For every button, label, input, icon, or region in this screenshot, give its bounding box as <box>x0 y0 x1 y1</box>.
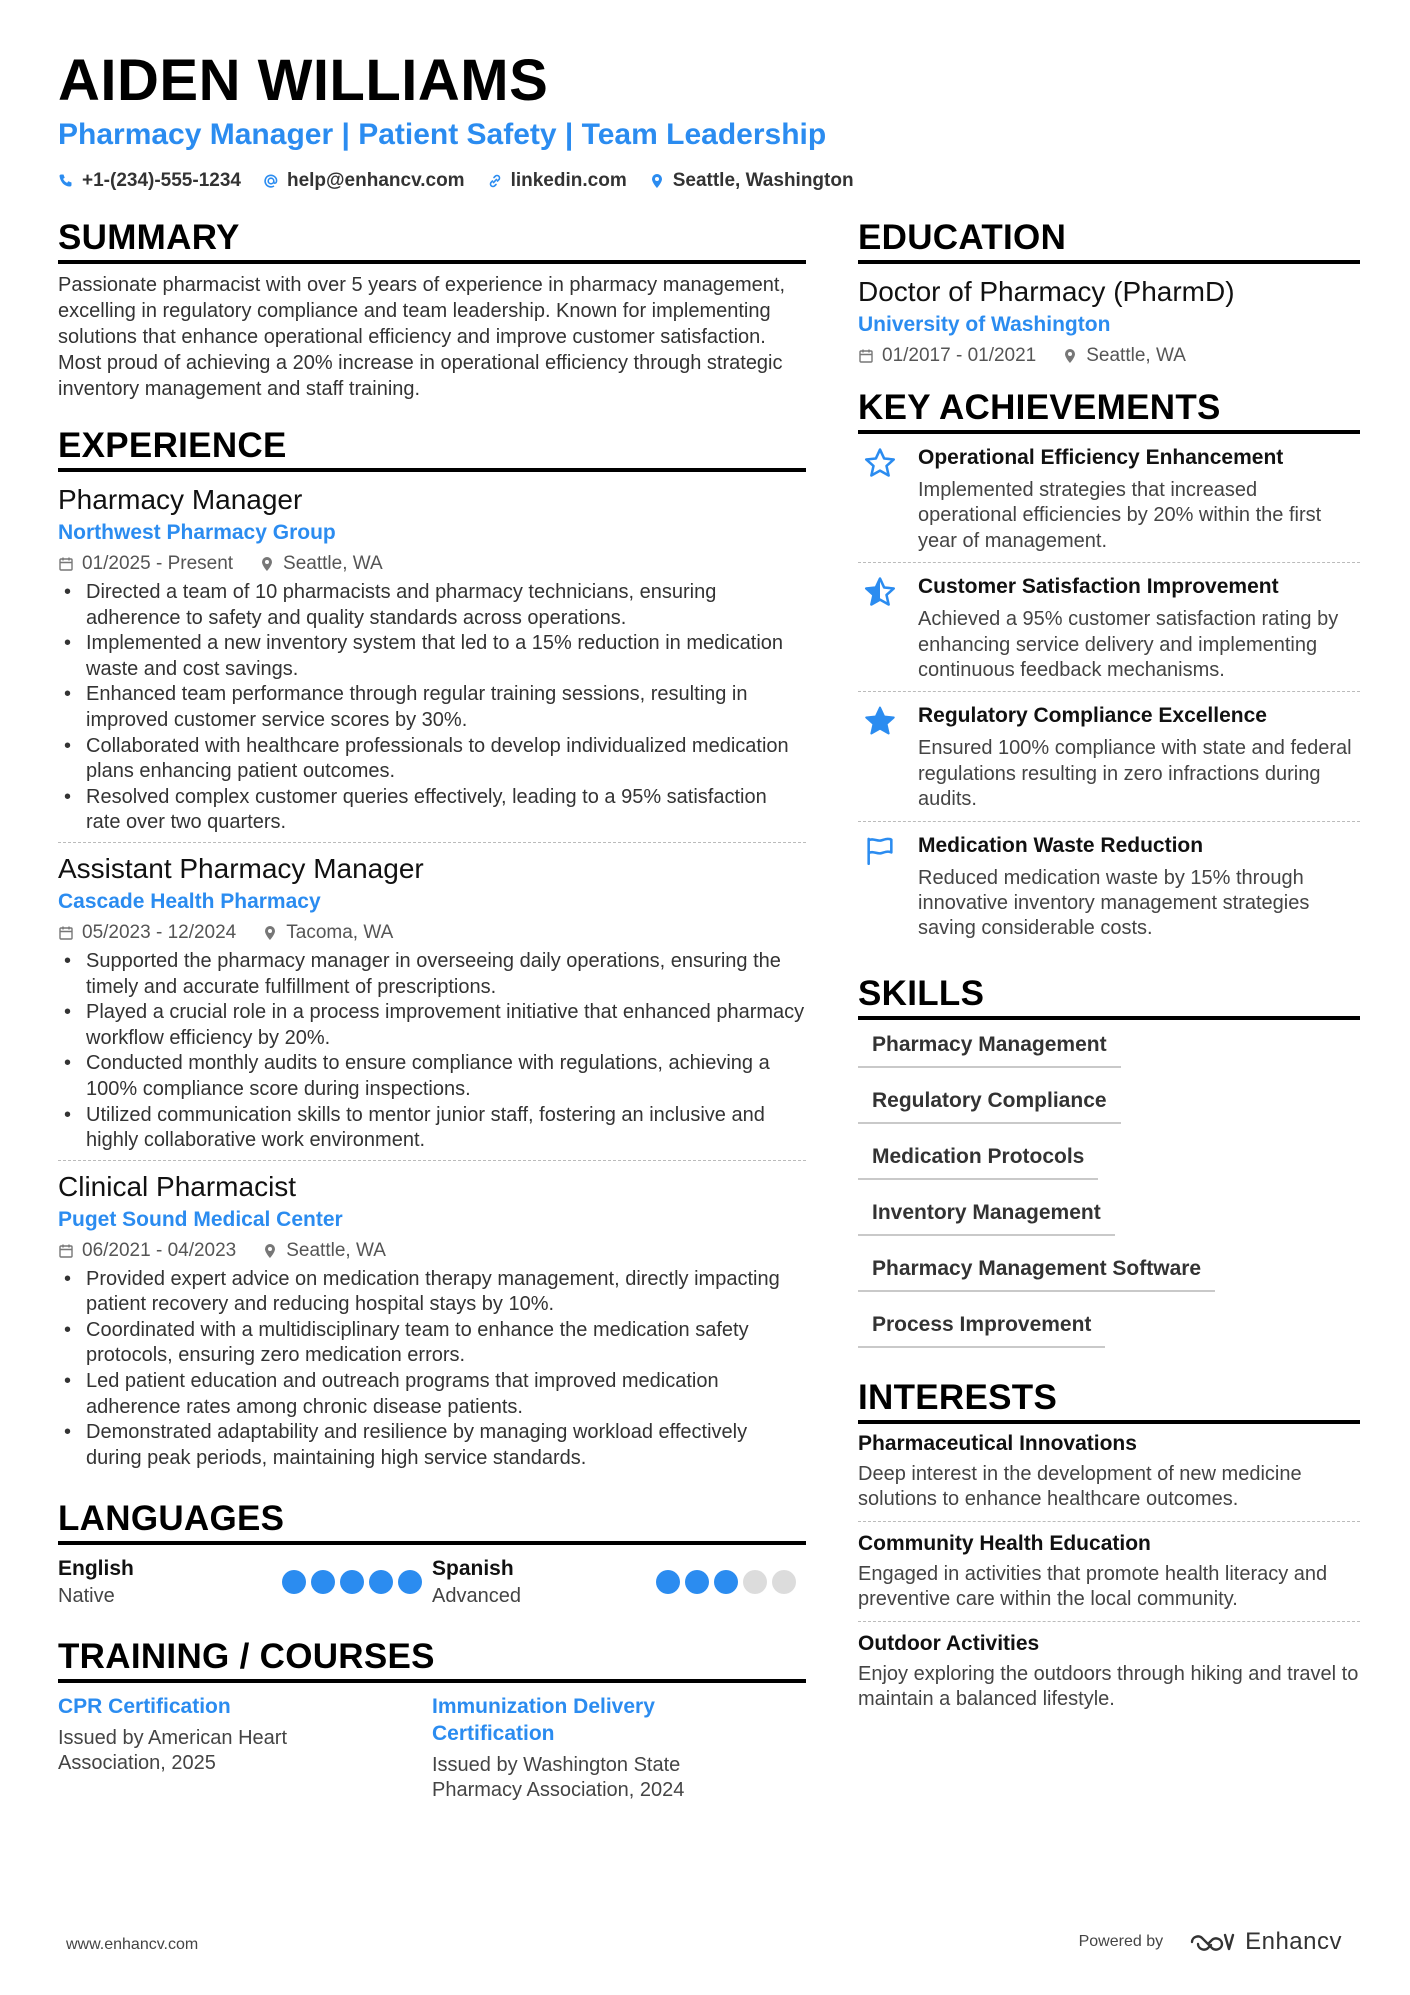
skill-tag: Pharmacy Management Software <box>858 1248 1215 1292</box>
summary-text: Passionate pharmacist with over 5 years of experience in pharmacy management, excelling in regulatory compliance and team leadership. Known for implementing solutions that enhance operational efficiency and improve customer satisfaction. Most proud of achieving a 20% increase in operational efficiency through strategic inventory management and staff training. <box>58 274 786 400</box>
divider <box>58 1160 806 1161</box>
interest-desc: Engaged in activities that promote health literacy and preventive care within the local community. <box>858 1562 1328 1611</box>
proficiency-dot <box>340 1570 364 1594</box>
interest-title: Community Health Education <box>858 1531 1151 1555</box>
experience-section <box>58 424 806 1471</box>
skill-tag: Regulatory Compliance <box>858 1080 1121 1124</box>
interest-desc: Enjoy exploring the outdoors through hiking and travel to maintain a balanced lifestyle. <box>858 1662 1359 1710</box>
right-column <box>858 216 1360 1728</box>
interests-section <box>858 1376 1360 1720</box>
achievement-item <box>858 563 1360 692</box>
footer-website[interactable]: www.enhancv.com <box>66 1936 199 1953</box>
role-location: Seattle, WA <box>283 553 383 574</box>
experience-item <box>58 482 806 836</box>
proficiency-dots <box>282 1570 422 1594</box>
course-title: Immunization Delivery Certification <box>432 1695 655 1746</box>
bullet-item: • Enhanced team performance through regular training sessions, resulting in improved customer service scores by 30%. <box>58 682 806 733</box>
location-pin-icon <box>262 925 278 941</box>
interest-item <box>858 1430 1360 1522</box>
training-title: TRAINING / COURSES <box>58 1635 806 1683</box>
bullet-item: • Collaborated with healthcare professionals to develop individualized medication plans enhancing patient outcomes. <box>58 734 806 785</box>
bullet-item: • Demonstrated adaptability and resilience by managing workload effectively during peak periods, maintaining high service standards. <box>58 1420 806 1471</box>
star-filled-icon <box>863 704 897 738</box>
skills-title: SKILLS <box>858 972 1360 1020</box>
proficiency-dot <box>282 1570 306 1594</box>
enhancv-logo-icon <box>1189 1930 1235 1954</box>
education-meta <box>858 342 1360 370</box>
proficiency-dot <box>685 1570 709 1594</box>
interest-item <box>858 1630 1360 1721</box>
proficiency-dot <box>772 1570 796 1594</box>
proficiency-dot <box>311 1570 335 1594</box>
achievement-title: Medication Waste Reduction <box>918 833 1204 857</box>
bullet-item: • Resolved complex customer queries effectively, leading to a 95% satisfaction rate over two quarters. <box>58 785 806 836</box>
course-item <box>432 1693 806 1803</box>
achievement-desc: Ensured 100% compliance with state and federal regulations resulting in zero infractions during audits. <box>918 737 1352 811</box>
bullet-item: • Utilized communication skills to mentor junior staff, fostering an inclusive and highly collaborative work environment. <box>58 1103 806 1154</box>
brand-logo[interactable] <box>1189 1928 1342 1956</box>
interests-title: INTERESTS <box>858 1376 1360 1424</box>
school-name: University of Washington <box>858 313 1111 336</box>
candidate-name: AIDEN WILLIAMS <box>58 48 549 113</box>
languages-list <box>58 1555 806 1609</box>
education-section <box>858 216 1360 370</box>
role-meta <box>58 550 806 578</box>
contact-linkedin[interactable] <box>487 168 627 194</box>
role-title: Clinical Pharmacist <box>58 1170 297 1202</box>
star-outline-icon <box>863 446 897 480</box>
link-icon <box>487 173 503 189</box>
language-name: Spanish <box>432 1557 514 1581</box>
location-pin-icon <box>1062 348 1078 364</box>
powered-by-text: Powered by <box>1078 1933 1164 1950</box>
brand-name: Enhancv <box>1245 1928 1342 1955</box>
role-title: Assistant Pharmacy Manager <box>58 852 424 884</box>
language-item <box>432 1555 806 1609</box>
role-dates: 06/2021 - 04/2023 <box>82 1239 237 1261</box>
role-dates: 01/2025 - Present <box>82 553 234 574</box>
language-level: Native <box>58 1585 115 1608</box>
interest-title: Outdoor Activities <box>858 1631 1040 1655</box>
company-name: Northwest Pharmacy Group <box>58 521 336 544</box>
location-pin-icon <box>649 173 665 189</box>
degree: Doctor of Pharmacy (PharmD) <box>858 276 1235 307</box>
calendar-icon <box>858 348 874 364</box>
achievement-item <box>858 822 1360 950</box>
course-desc: Issued by American Heart Association, 2025 <box>58 1727 287 1775</box>
calendar-icon <box>58 556 74 572</box>
achievements-section <box>858 386 1360 950</box>
bullet-item: • Conducted monthly audits to ensure compliance with regulations, achieving a 100% compliance score during inspections. <box>58 1051 806 1102</box>
achievement-desc: Implemented strategies that increased operational efficiencies by 20% within the first year of management. <box>918 479 1322 552</box>
course-title: CPR Certification <box>58 1695 231 1719</box>
education-title: EDUCATION <box>858 216 1360 264</box>
bullet-item: • Implemented a new inventory system that led to a 15% reduction in medication waste and cost savings. <box>58 631 806 682</box>
experience-item <box>58 1169 806 1472</box>
skills-section <box>858 972 1360 1348</box>
role-title: Pharmacy Manager <box>58 484 303 515</box>
achievement-item <box>858 692 1360 821</box>
company-name: Puget Sound Medical Center <box>58 1207 343 1231</box>
left-column <box>58 216 806 1803</box>
interest-title: Pharmaceutical Innovations <box>858 1431 1137 1455</box>
footer-branding <box>1079 1928 1342 1956</box>
proficiency-dot <box>656 1570 680 1594</box>
achievement-title: Regulatory Compliance Excellence <box>918 704 1267 728</box>
interest-item <box>858 1530 1360 1622</box>
achievement-title: Operational Efficiency Enhancement <box>918 446 1284 469</box>
proficiency-dot <box>743 1570 767 1594</box>
skill-tag: Inventory Management <box>858 1192 1115 1236</box>
role-meta <box>58 1237 806 1265</box>
experience-title: EXPERIENCE <box>58 424 806 472</box>
contact-email[interactable] <box>263 168 465 194</box>
languages-title: LANGUAGES <box>58 1497 806 1545</box>
role-bullets <box>58 949 806 1154</box>
company-name: Cascade Health Pharmacy <box>58 889 321 913</box>
languages-section <box>58 1497 806 1609</box>
star-half-icon <box>863 575 897 609</box>
contact-location <box>649 168 854 194</box>
skill-tag: Process Improvement <box>858 1304 1105 1348</box>
skill-tag: Medication Protocols <box>858 1136 1098 1180</box>
course-item <box>58 1693 432 1803</box>
summary-section <box>58 216 806 402</box>
location-text: Seattle, Washington <box>672 170 854 191</box>
calendar-icon <box>58 1243 74 1259</box>
bullet-item: • Provided expert advice on medication therapy management, directly impacting patient recovery and reducing hospital stays by 10%. <box>58 1267 806 1318</box>
language-level: Advanced <box>432 1585 521 1608</box>
phone-text: +1-(234)-555-1234 <box>82 170 241 191</box>
role-dates: 05/2023 - 12/2024 <box>82 921 237 943</box>
bullet-item: • Supported the pharmacy manager in overseeing daily operations, ensuring the timely and accurate fulfillment of prescriptions. <box>58 949 806 1000</box>
bullet-item: • Led patient education and outreach programs that improved medication adherence rates among chronic disease patients. <box>58 1369 806 1420</box>
email-text: help@enhancv.com <box>286 170 465 191</box>
role-meta <box>58 919 806 947</box>
achievement-title: Customer Satisfaction Improvement <box>918 575 1279 599</box>
at-icon <box>263 173 279 189</box>
calendar-icon <box>58 925 74 941</box>
course-desc: Issued by Washington State Pharmacy Association, 2024 <box>432 1754 685 1802</box>
divider <box>58 842 806 843</box>
education-location: Seattle, WA <box>1086 345 1186 366</box>
proficiency-dots <box>656 1570 796 1594</box>
interest-desc: Deep interest in the development of new medicine solutions to enhance healthcare outcomes. <box>858 1462 1302 1511</box>
role-location: Tacoma, WA <box>286 921 394 943</box>
training-section <box>58 1635 806 1803</box>
achievements-title: KEY ACHIEVEMENTS <box>858 386 1360 434</box>
phone-icon <box>58 173 74 189</box>
experience-item <box>58 851 806 1154</box>
language-name: English <box>58 1557 134 1581</box>
flag-icon <box>863 834 897 868</box>
bullet-item: • Played a crucial role in a process improvement initiative that enhanced pharmacy workflow efficiency by 20%. <box>58 1000 806 1051</box>
location-pin-icon <box>262 1243 278 1259</box>
achievement-desc: Reduced medication waste by 15% through innovative inventory management strategies saving considerable costs. <box>918 866 1310 940</box>
achievement-desc: Achieved a 95% customer satisfaction rating by enhancing service delivery and implementing continuous feedback mechanisms. <box>918 608 1339 682</box>
proficiency-dot <box>369 1570 393 1594</box>
bullet-item: • Directed a team of 10 pharmacists and pharmacy technicians, ensuring adherence to safety and quality standards across operations. <box>58 580 806 631</box>
language-item <box>58 1555 432 1609</box>
role-bullets <box>58 1267 806 1472</box>
role-bullets <box>58 580 806 836</box>
proficiency-dot <box>714 1570 738 1594</box>
location-pin-icon <box>259 556 275 572</box>
education-dates: 01/2017 - 01/2021 <box>882 345 1037 366</box>
courses-list <box>58 1693 806 1803</box>
linkedin-text: linkedin.com <box>510 170 627 191</box>
contact-phone[interactable] <box>58 168 241 194</box>
achievement-item <box>858 434 1360 563</box>
headline: Pharmacy Manager | Patient Safety | Team Leadership <box>58 118 827 151</box>
role-location: Seattle, WA <box>286 1239 386 1261</box>
skill-tag: Pharmacy Management <box>858 1024 1121 1068</box>
proficiency-dot <box>398 1570 422 1594</box>
summary-title: SUMMARY <box>58 216 806 264</box>
contact-bar <box>58 168 854 194</box>
bullet-item: • Coordinated with a multidisciplinary team to enhance the medication safety protocols, ensuring zero medication errors. <box>58 1318 806 1369</box>
